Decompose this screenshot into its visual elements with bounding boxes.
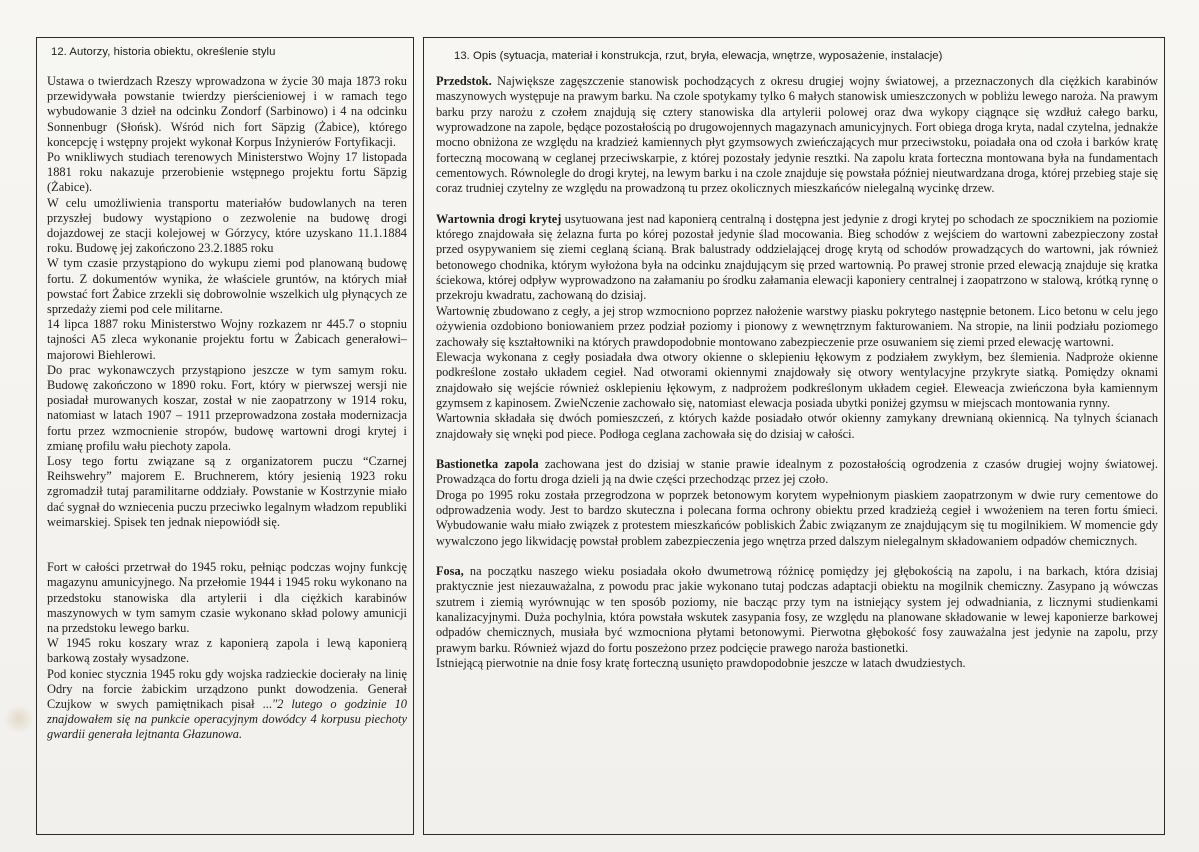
fosa-text: na początku naszego wieku posiadała około dwumetrową różnicę pomiędzy jej głębokością na zapolu, i na barkach, która dzisiaj praktycznie jest niezauważalna, z powodu prac jakie wykonano tutaj podczas adaptacji obiektu na mogilnik chemiczny. Zasypano ją wówczas szutrem i ziemią wyrównując w ten sposób poziomy, nie bacząc przy tym na istniejący system jej odwadniania, z licznymi studienkami kanalizacyjnymi. Duża pochylnia, która powstała wskutek zasypania fosy, ze względu na planowane składowanie w lewej kaponierze barkowej odpadów chemicznych, musiała być wzmocniona płytami betonowymi. Pierwotna głębokość fosy zauważalna jest jedynie na zapolu, przy prawym barku. Również wjazd do fortu poszeżono przez podcięcie prawego naroża bastionetki. [436, 563, 1158, 655]
bastionetka-paragraph [436, 457, 1158, 488]
history-text [47, 74, 407, 743]
fosa-title: Fosa, [436, 563, 464, 578]
history-panel [36, 37, 414, 835]
quote-text: 2 lutego o godzinie 10 znajdowałem się na punkcie operacyjnym dowódcy 4 korpusu piechoty gwardii generała lejtnanta Głazunowa. [47, 696, 407, 742]
description-panel [423, 37, 1165, 835]
history-paragraph: W celu umożliwienia transportu materiałów budowlanych na teren przyszłej budowy wystąpiono o zezwolenie na budowę drogi dojazdowej ze stacji kolejowej w Górzycy, które uzyskano 11.1.1884 roku. Budowę jej zakończono 23.2.1885 roku [47, 195, 407, 256]
wartownia-text: usytuowana jest nad kaponierą centralną i dostępna jest jedynie z drogi krytej po schodach ze spocznikiem na poziomie którego znajdowała się żelazna furta po kórej pozostał jedynie ślad mocowania. Bieg schodów z wejściem do wartowni zabezpieczony został przed osypywaniem się ziemi ceglaną ścianą. Brak balustrady oddzielającej drogę krytą od schodów prowadzących do wartowni, jak również betonowego chodnika, którym wyłożona była na odcinku znajdującym się przed wartownią. Po prawej stronie przed elewacją znajduje się kratka ściekowa, której odpływ wyprowadzono na załamaniu po środku załamania elewacji kaponiery centralnej i zaopatrzono w stalową, krótką rynnę o przekroju kwadratu, zachowaną do dzisiaj. [436, 211, 1158, 303]
czujkow-quote: "2 lutego o godzinie 10 znajdowałem się na punkcie operacyjnym dowódcy 4 korpusu piechoty gwardii generała lejtnanta Głazunowa. [47, 696, 407, 742]
history-paragraph: Po wnikliwych studiach terenowych Ministerstwo Wojny 17 listopada 1881 roku nakazuje przerobienie wstępnego projektu fortu Säpzig (Żabice). [47, 150, 407, 195]
bastionetka-paragraph: Droga po 1995 roku została przegrodzona w poprzek betonowym korytem wypełnionym piaskiem zaopatrzonym w dwie rury cementowe do odprowadzenia wody. Jest to bardzo skuteczna i polecana forma ochrony obiektu przed kradzieżą cegieł i wwożeniem na teren fortu śmieci. Wybudowanie wału miało związek z protestem mieszkańców pobliskich Żabic związanym ze znajdującym się tu mogilnikiem. W momencie gdy wywalczono jego likwidację powstał problem zabezpieczenia jego wnętrza przed dalszym nielegalnym składowaniem odpadów chemicznych. [436, 487, 1158, 548]
history-paragraph: Fort w całości przetrwał do 1945 roku, pełniąc podczas wojny funkcję magazynu amunicyjnego. Na przełomie 1944 i 1945 roku wykonano na przedstoku stanowiska dla artylerii i dla ciężkich karabinów maszynowych w tym samym czasie wykonano skład polowy amunicji na przedstoku lewego barku. [47, 560, 407, 635]
history-paragraph: Do prac wykonawczych przystąpiono jeszcze w tym samym roku. Budowę zakończono w 1890 roku. Fort, który w pierwszej wersji nie posiadał murowanych koszar, został w nie zaopatrzony w 1914 roku, natomiast w latach 1907 – 1911 przeprowadzona została modernizacja fortu przez wzmocnienie stropów, budowę wartowni drogi krytej i zmianę profilu wału piechoty zapola. [47, 362, 407, 453]
przedstok-paragraph [436, 74, 1158, 197]
history-text-run: Pod koniec stycznia 1945 roku gdy wojska radzieckie docierały na linię Odry na forcie żabickim urządzono punkt dowodzenia. Generał Czujkow w swych pamiętnikach pisał ... [47, 666, 407, 711]
przedstok-title: Przedstok. [436, 74, 492, 88]
wartownia-paragraph: Elewacja wykonana z cegły posiadała dwa otwory okienne o sklepieniu łękowym z podziałem zwykłym, bez ślemienia. Nadproże okienne podkreślone zostało układem cegieł. Nad otworami okiennymi znajdowały się otwory wentylacyjne przykryte siatką. Pomiędzy oknami znajdowało się wejście również osklepieniu łękowym, z nadprożem podkreślonym układem cegieł. Eleweacja zwieńczona była kamiennym gzymsem z kapinosem. ZwieNczenie zachowało się, natomiast elewacja posiada ubytki poniżej gzymsu w miejscach montowania rynny. [436, 349, 1158, 410]
history-paragraph: W tym czasie przystąpiono do wykupu ziemi pod planowaną budowę fortu. Z dokumentów wynika, że właściele gruntów, na których miał powstać fort Żabice zrzekli się dobrowolnie wszelkich ulg płynących ze sprzedaży ziemi pod cele militarne. [47, 256, 407, 317]
wartownia-paragraph: Wartownia składała się dwóch pomieszczeń, z których każde posiadało otwór okienny zamykany drewnianą okiennicą. Na tylnych ścianach znajdowały się wnęki pod piece. Podłoga ceglana zachowała się do dzisiaj w całości. [436, 411, 1158, 441]
history-heading: 12. Autorzy, historia obiektu, określenie stylu [51, 46, 276, 58]
paper-stain [2, 706, 36, 732]
history-paragraph: Losy tego fortu związane są z organizatorem puczu “Czarnej Reihswehry” majorem E. Bruchnerem, który jesienią 1923 roku zgromadził tutaj paramilitarne oddziały. Powstanie w Kostrzynie miało dać sygnał do wzniecenia puczu przeciwko legalnym władzom republiki weimarskiej. Spisek ten jednak niepowiódł się. [47, 454, 407, 529]
history-paragraph [47, 667, 407, 743]
bastionetka-title: Bastionetka zapola [436, 456, 539, 471]
history-paragraph: Ustawa o twierdzach Rzeszy wprowadzona w życie 30 maja 1873 roku przewidywała powstanie twierdzy pierścieniowej i w ramach tego wybudowanie 3 dzieł na odcinku Zondorf (Sarbinowo) i 4 na odcinku Sonnenbugr (Słońsk). Wśród nich fort Säpzig (Żabice), którego koncepcję i wstępny projekt wykonał Korpus Inżynierów Fortyfikacji. [47, 74, 407, 149]
wartownia-paragraph [436, 212, 1158, 304]
description-text [436, 74, 1158, 671]
przedstok-text: Największe zagęszczenie stanowisk pochodzących z okresu drugiej wojny światowej, a przeznaczonych dla ciężkich karabinów maszynowych występuje na prawym barku. Na czole spotykamy tylko 6 małych stanowisk umieszczonych w pobliżu lewego naroża. Na prawym barku przy narożu z czołem znajdują się cztery stanowiska dla artylerii polowej oraz dwa wykopy ciągnące się wzdłuż całego barku, wyprowadzone na zapole, będące pozostałością po drugowojennych magazynach amunicyjnych. Fort obiega droga kryta, nadal czytelna, jednakże mocno obniżona ze względu na kradzież kamiennych płyt gzymsowych zwieńczających mur przeciwstoku, poiadała ona od czoła i barków kratę forteczną mocowaną w ceglanej przeciwskarpie, z której pozostały jedynie resztki. Na zapolu krata forteczna montowana była na fundamentach cementowych. Równolegle do drogi krytej, na lewym barku i na czole znajduje się powstała później nieutwardzana droga, której przebieg staje się coraz trudniej czytelny ze względu na prowadzoną tu przez okolicznych mieszkańców nielegalną wycinkę drzew. [436, 74, 1158, 196]
history-paragraph: 14 lipca 1887 roku Ministerstwo Wojny rozkazem nr 445.7 o stopniu tajności A5 zleca wykonanie projektu fortu w Żabicach generałowi–majorowi Biehlerowi. [47, 317, 407, 362]
bastionetka-text: zachowana jest do dzisiaj w stanie prawie idealnym z pozostałością ogrodzenia z czasów drugiej wojny światowej. Prowadząca do fortu droga dzieli ją na dwie części przechodząc przez jej czoło. [436, 456, 1158, 487]
fosa-paragraph [436, 564, 1158, 656]
fosa-paragraph: Istniejącą pierwotnie na dnie fosy kratę forteczną usunięto prawdopodobnie jeszcze w latach dwudziestych. [436, 656, 966, 671]
wartownia-title: Wartownia drogi krytej [436, 211, 562, 226]
description-heading: 13. Opis (sytuacja, materiał i konstrukcja, rzut, bryła, elewacja, wnętrze, wyposażenie, instalacje) [454, 50, 943, 62]
wartownia-paragraph: Wartownię zbudowano z cegły, a jej strop wzmocniono poprzez nałożenie warstwy piasku pokrytego następnie betonem. Lico betonu w celu jego ożywienia ozdobiono boniowaniem przez podział poziomy i pionowy z wewnętrznym fakturowaniem. Na stropie, na linii podziału poziomego zachowały się kształtowniki na których prawdopodobnie montowano zabezpieczenie prze osuwaniem się ziemi przed elewację wartowni. [436, 303, 1158, 349]
history-paragraph: W 1945 roku koszary wraz z kaponierą zapola i lewą kaponierą barkową zostały wysadzone. [47, 636, 407, 666]
